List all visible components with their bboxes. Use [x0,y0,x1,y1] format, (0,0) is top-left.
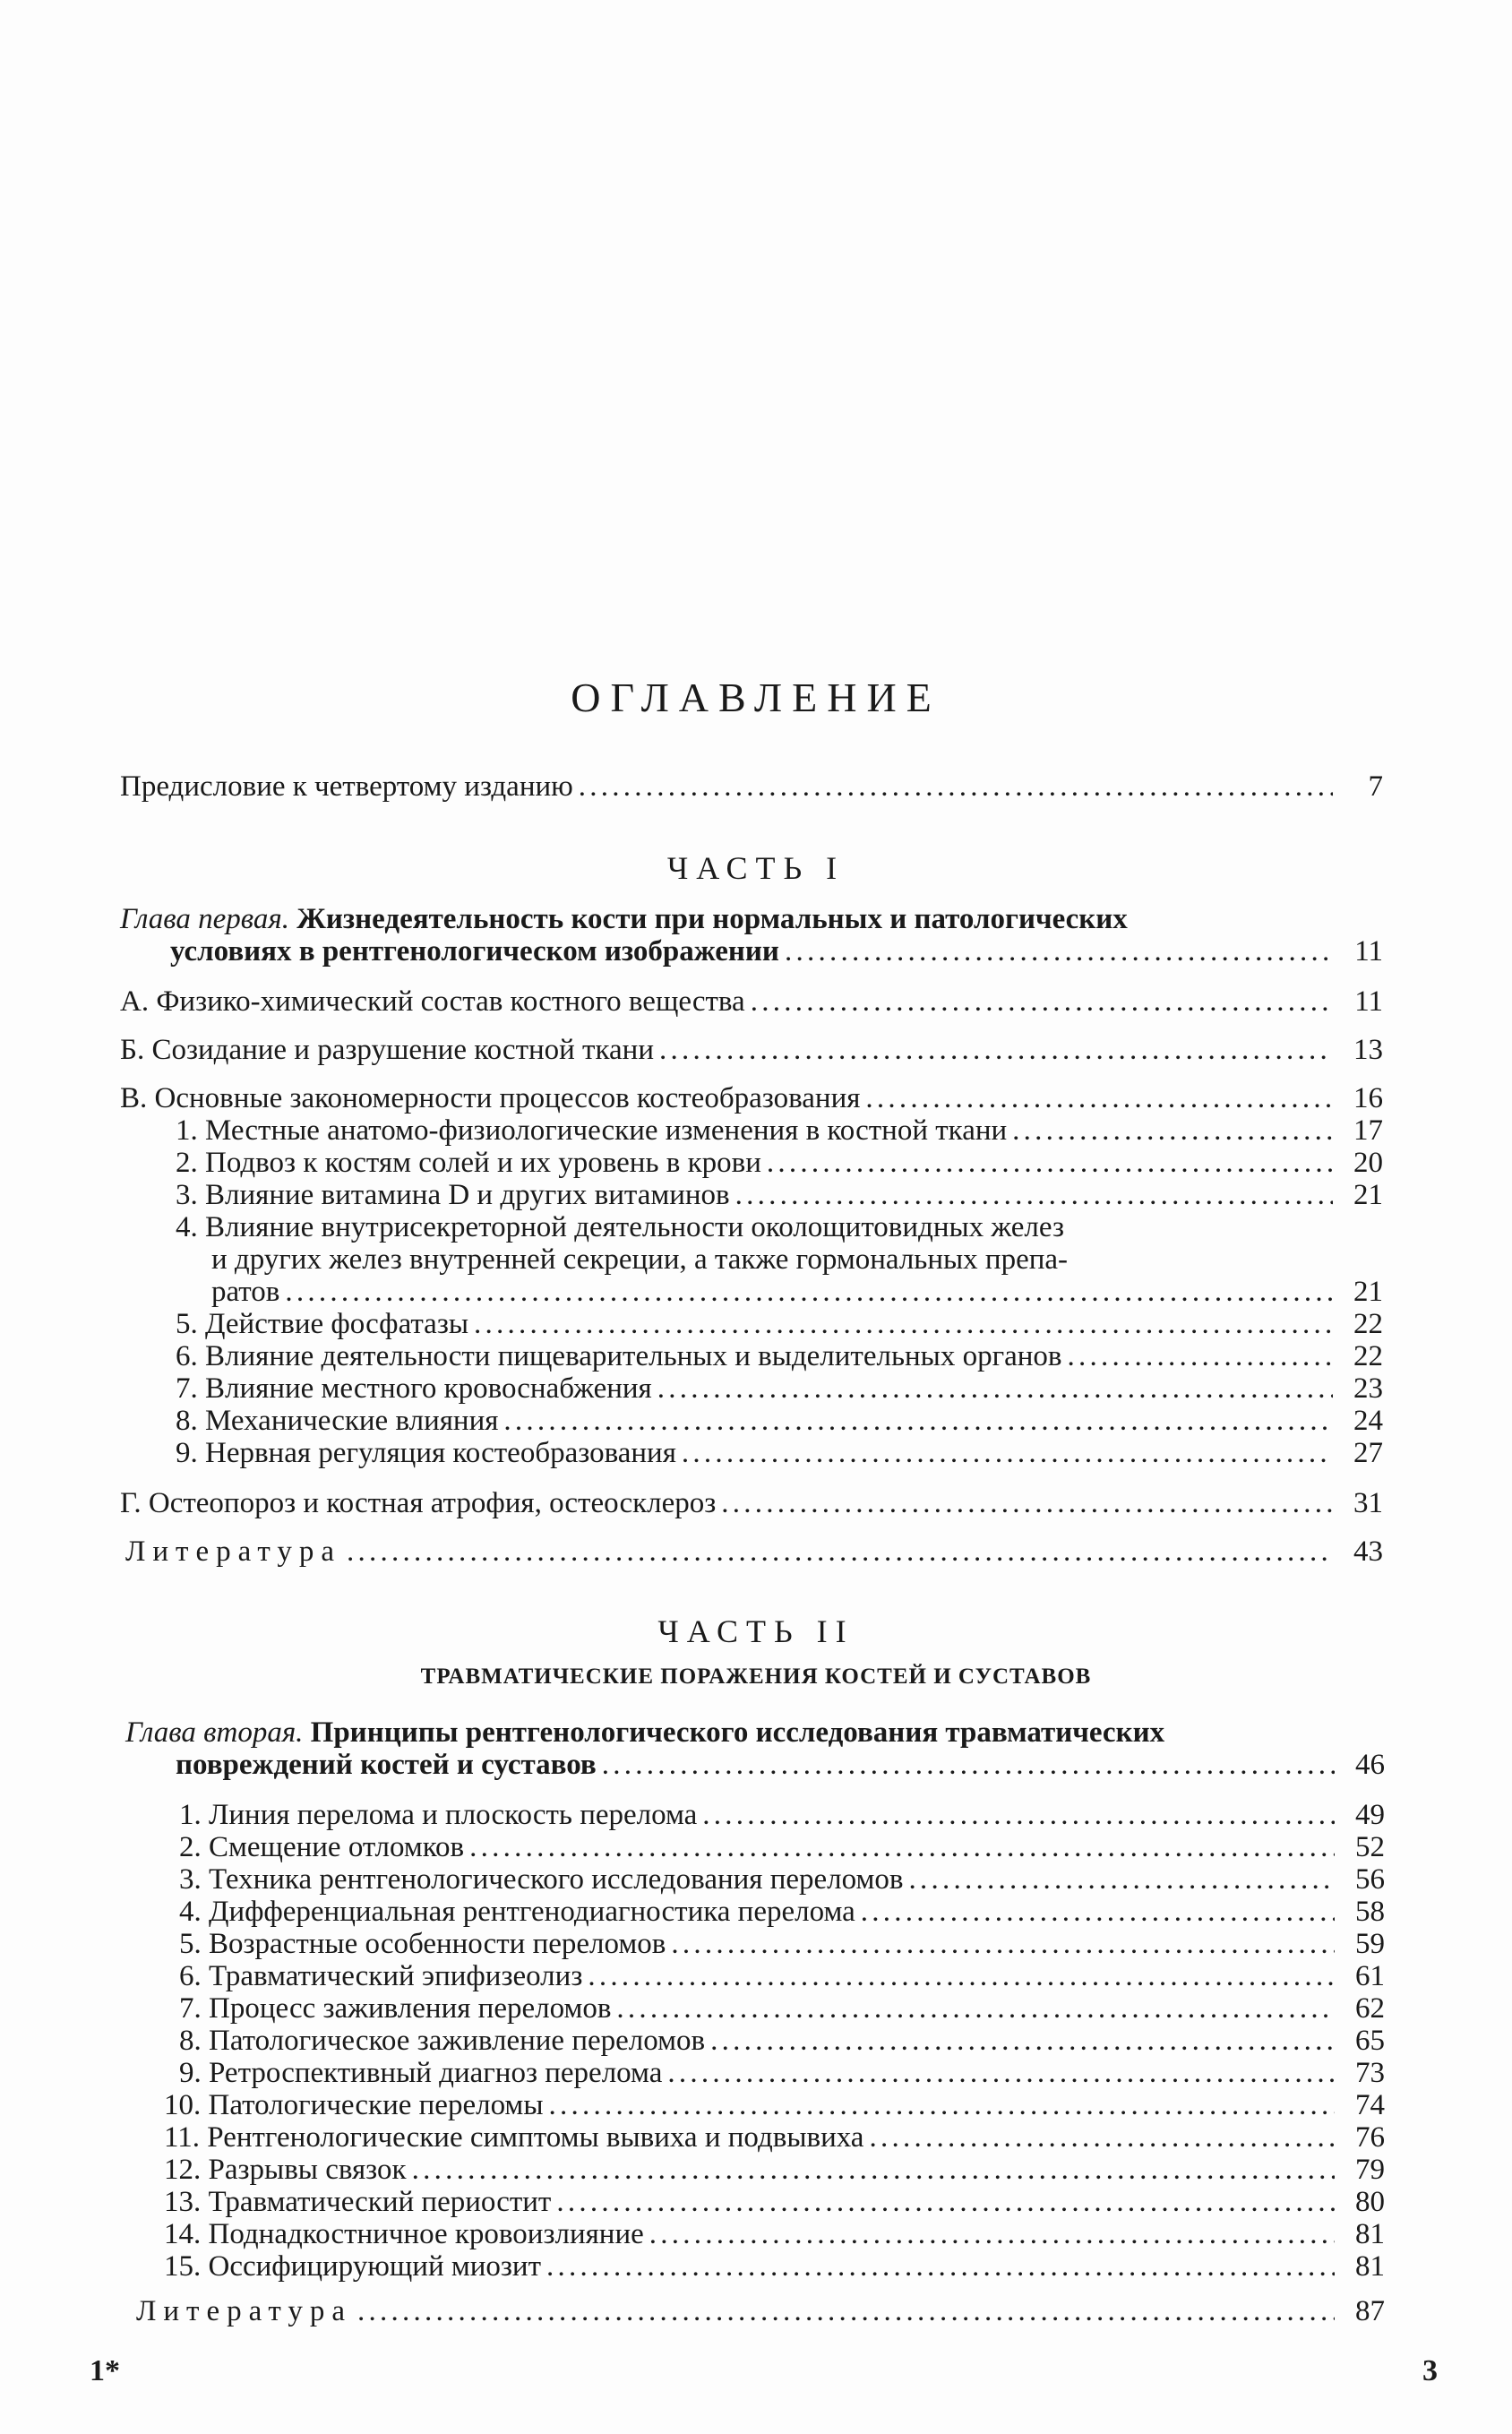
toc-entry-label: 9. Ретроспективный диагноз перелома [179,2057,663,2089]
leader-dots [588,1960,1335,1992]
toc-item[interactable] [179,2025,1385,2057]
toc-item[interactable] [176,1308,1383,1340]
toc-entry-page: 21 [1353,1276,1383,1308]
part-2-subheading: ТРАВМАТИЧЕСКИЕ ПОРАЖЕНИЯ КОСТЕЙ И СУСТАВОВ [420,1664,1092,1689]
toc-entry-label: 3. Техника рентгенологического исследования переломов [179,1863,904,1896]
toc-entry-literature-2[interactable] [136,2295,1385,2327]
toc-entry-page: 13 [1353,1034,1383,1066]
toc-entry-label: 8. Патологическое заживление переломов [179,2025,706,2057]
leader-dots [659,1034,1333,1066]
toc-entry-page: 76 [1355,2121,1385,2154]
leader-dots [1012,1114,1333,1147]
chapter-2-title-line-1[interactable] [125,1716,1164,1749]
toc-item[interactable] [164,2186,1385,2218]
toc-entry-label: 15. Оссифицирующий миозит [164,2250,542,2283]
toc-entry-page: 11 [1354,985,1383,1018]
toc-entry-label: Г. Остеопороз и костная атрофия, остеосклероз [120,1487,717,1519]
leader-dots [869,2121,1335,2154]
toc-entry-label: 9. Нервная регуляция костеобразования [176,1437,676,1469]
leader-dots [735,1179,1333,1211]
chapter-title: повреждений костей и суставов [176,1749,597,1781]
toc-entry-page: 20 [1353,1147,1383,1179]
leader-dots [347,1535,1333,1568]
leader-dots [556,2186,1335,2218]
toc-entry-page: 52 [1355,1831,1385,1863]
toc-entry-label: 14. Поднадкостничное кровоизлияние [164,2218,644,2250]
toc-entry-literature-1[interactable] [125,1535,1383,1568]
toc-entry-label: В. Основные закономерности процессов костеобразования [120,1082,861,1114]
toc-entry-label: Б. Созидание и разрушение костной ткани [120,1034,654,1066]
leader-dots [657,1372,1333,1405]
toc-item[interactable] [176,1114,1383,1147]
chapter-2-title-line-2[interactable] [176,1749,1385,1781]
toc-entry-page: 56 [1355,1863,1385,1896]
leader-dots [579,770,1333,803]
toc-item-line-3[interactable] [211,1276,1383,1308]
toc-item[interactable] [176,1405,1383,1437]
page-title: ОГЛАВЛЕНИЕ [571,675,941,720]
toc-entry-label: 1. Линия перелома и плоскость перелома [179,1799,698,1831]
toc-entry-page: 31 [1353,1487,1383,1519]
toc-entry-page: 21 [1353,1179,1383,1211]
toc-item[interactable] [176,1340,1383,1372]
leader-dots [908,1863,1335,1896]
toc-item[interactable] [176,1437,1383,1469]
leader-dots [503,1405,1333,1437]
chapter-1-title-line-1[interactable] [120,903,1128,935]
toc-item[interactable] [176,1147,1383,1179]
toc-entry-page: 49 [1355,1799,1385,1831]
toc-entry-section-v[interactable] [120,1082,1383,1114]
leader-dots [767,1147,1333,1179]
toc-item[interactable] [179,2057,1385,2089]
chapter-title: Принципы рентгенологического исследования травматических [310,1716,1165,1749]
toc-entry-page: 80 [1355,2186,1385,2218]
toc-entry-label: Литература [125,1535,342,1568]
chapter-1-title-line-2[interactable] [170,935,1383,968]
leader-dots [702,1799,1335,1831]
leader-dots [861,1896,1335,1928]
toc-item[interactable] [179,1896,1385,1928]
leader-dots [474,1308,1333,1340]
toc-entry-page: 79 [1355,2154,1385,2186]
toc-entry-page: 27 [1353,1437,1383,1469]
toc-item[interactable] [164,2154,1385,2186]
leader-dots [721,1487,1333,1519]
toc-entry-page: 73 [1355,2057,1385,2089]
toc-item[interactable] [179,1831,1385,1863]
leader-dots [285,1276,1333,1308]
toc-item[interactable] [179,1928,1385,1960]
leader-dots [549,2089,1336,2121]
toc-entry-preface[interactable] [120,770,1383,803]
toc-entry-label: 6. Травматический эпифизеолиз [179,1960,583,1992]
leader-dots [710,2025,1335,2057]
toc-entry-label: 10. Патологические переломы [164,2089,544,2121]
leader-dots [1068,1340,1333,1372]
toc-entry-label: 1. Местные анатомо-физиологические изменения в костной ткани [176,1114,1008,1147]
toc-entry-label: 2. Подвоз к костям солей и их уровень в крови [176,1147,761,1179]
toc-entry-page: 81 [1355,2250,1385,2283]
toc-entry-page: 81 [1355,2218,1385,2250]
toc-entry-label: Литература [136,2295,353,2327]
toc-entry-page: 24 [1353,1405,1383,1437]
toc-entry-label: А. Физико-химический состав костного вещества [120,985,745,1018]
toc-item[interactable] [179,1799,1385,1831]
toc-entry-label: 12. Разрывы связок [164,2154,407,2186]
toc-entry-page: 17 [1353,1114,1383,1147]
toc-item[interactable] [164,2121,1385,2154]
toc-entry-section-b[interactable] [120,1034,1383,1066]
toc-entry-page: 11 [1354,935,1383,968]
toc-entry-label: 2. Смещение отломков [179,1831,465,1863]
leader-dots [546,2250,1335,2283]
leader-dots [649,2218,1335,2250]
toc-entry-page: 65 [1355,2025,1385,2057]
toc-entry-page: 62 [1355,1992,1385,2025]
toc-entry-label: 7. Влияние местного кровоснабжения [176,1372,652,1405]
toc-entry-page: 43 [1353,1535,1383,1568]
toc-entry-label: 6. Влияние деятельности пищеварительных и выделительных органов [176,1340,1062,1372]
toc-entry-page: 87 [1355,2295,1385,2327]
toc-entry-page: 74 [1355,2089,1385,2121]
toc-item-line-2[interactable]: и других желез внутренней секреции, а также гормональных препа- [211,1243,1069,1276]
toc-entry-label: 13. Травматический периостит [164,2186,552,2218]
toc-entry-page: 61 [1355,1960,1385,1992]
toc-item[interactable] [179,1992,1385,2025]
toc-entry-page: 23 [1353,1372,1383,1405]
toc-entry-label: 4. Дифференциальная рентгенодиагностика перелома [179,1896,855,1928]
toc-item[interactable] [179,1863,1385,1896]
toc-entry-section-g[interactable] [120,1487,1383,1519]
page-number: 3 [1422,2354,1438,2387]
toc-item-line-1[interactable]: 4. Влияние внутрисекреторной деятельности околощитовидных желез [176,1211,1064,1243]
leader-dots [785,935,1333,968]
toc-entry-label: Предисловие к четвертому изданию [120,770,573,803]
leader-dots [682,1437,1333,1469]
leader-dots [412,2154,1335,2186]
toc-entry-page: 22 [1353,1308,1383,1340]
toc-item[interactable] [179,1960,1385,1992]
leader-dots [616,1992,1335,2025]
toc-entry-page: 46 [1355,1749,1385,1781]
toc-item[interactable] [164,2218,1385,2250]
leader-dots [751,985,1333,1018]
chapter-prefix: Глава вторая. [125,1716,304,1749]
toc-entry-label: 8. Механические влияния [176,1405,499,1437]
toc-entry-label: 11. Рентгенологические симптомы вывиха и подвывиха [164,2121,864,2154]
toc-entry-label: 5. Действие фосфатазы [176,1308,469,1340]
toc-entry-section-a[interactable] [120,985,1383,1018]
part-2-heading: ЧАСТЬ II [657,1613,855,1649]
toc-entry-page: 7 [1368,770,1383,803]
toc-entry-page: 16 [1353,1082,1383,1114]
chapter-title: условиях в рентгенологическом изображении [170,935,779,968]
leader-dots [357,2295,1335,2327]
toc-item[interactable] [176,1179,1383,1211]
toc-entry-label: ратов [211,1276,280,1308]
leader-dots [602,1749,1335,1781]
leader-dots [671,1928,1335,1960]
toc-entry-label: 5. Возрастные особенности переломов [179,1928,666,1960]
leader-dots [865,1082,1333,1114]
toc-entry-page: 58 [1355,1896,1385,1928]
toc-entry-label: 7. Процесс заживления переломов [179,1992,612,2025]
chapter-prefix: Глава первая. [120,903,289,935]
leader-dots [469,1831,1335,1863]
signature-mark: 1* [90,2354,120,2387]
toc-item[interactable] [164,2089,1385,2121]
part-1-heading: ЧАСТЬ I [666,850,846,886]
toc-entry-page: 22 [1353,1340,1383,1372]
toc-item[interactable] [176,1372,1383,1405]
toc-entry-page: 59 [1355,1928,1385,1960]
toc-entry-label: 3. Влияние витамина D и других витаминов [176,1179,730,1211]
chapter-title: Жизнедеятельность кости при нормальных и патологических [296,903,1128,935]
leader-dots [667,2057,1335,2089]
toc-item[interactable] [164,2250,1385,2283]
